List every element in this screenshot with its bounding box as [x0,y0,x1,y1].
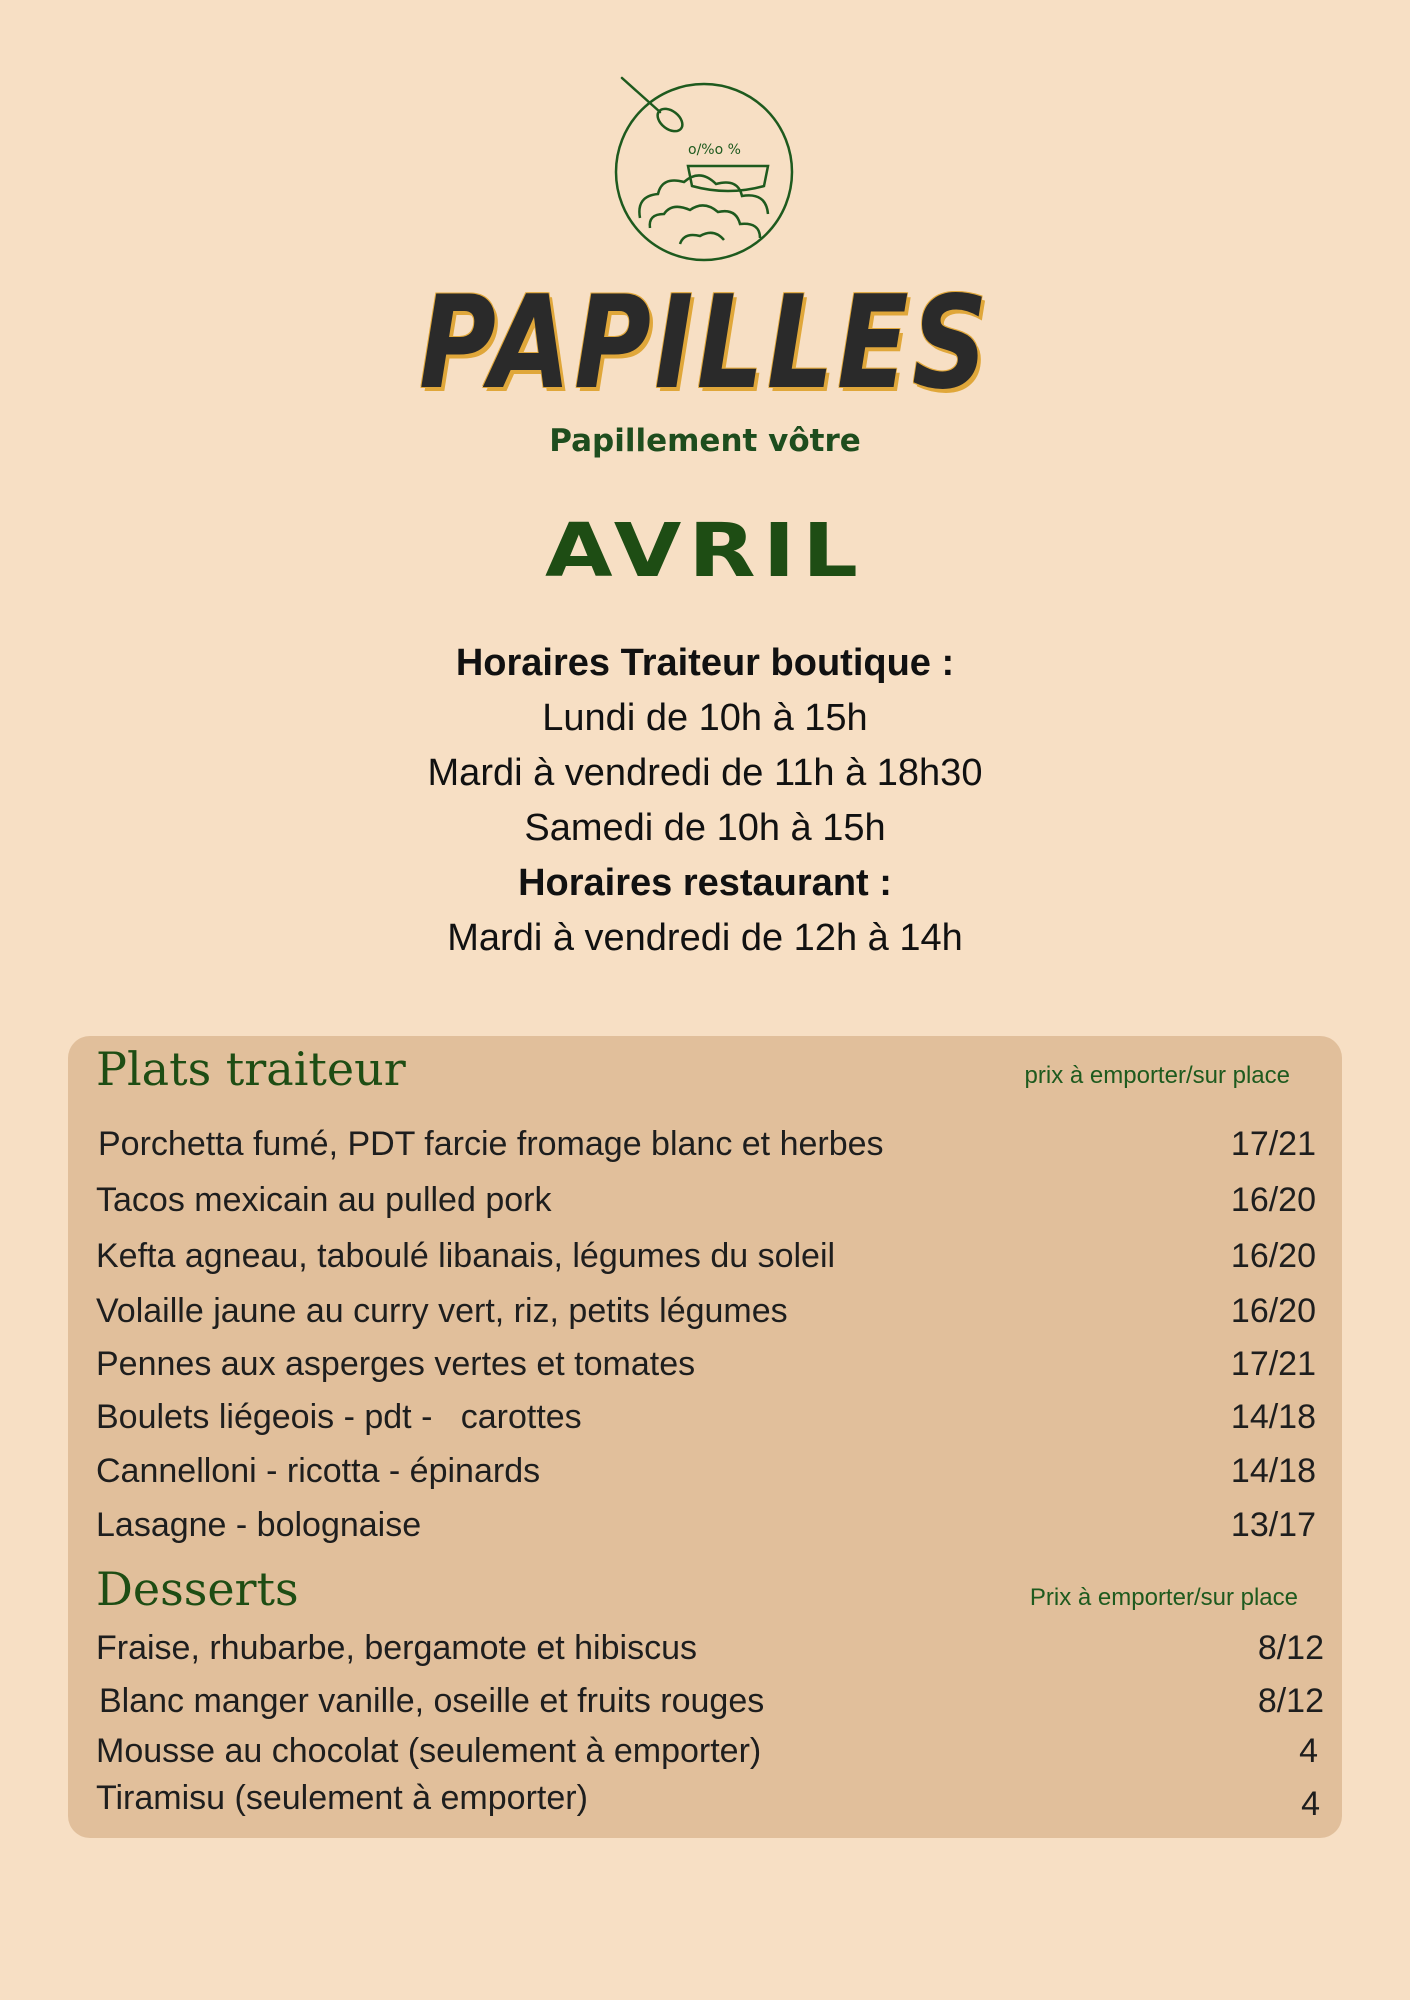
menu-item-name: Fraise, rhubarbe, bergamote et hibiscus [96,1629,697,1667]
restaurant-hours-line: Mardi à vendredi de 12h à 14h [447,917,963,959]
menu-item-name: Porchetta fumé, PDT farcie fromage blanc et herbes [98,1125,884,1163]
brand-wordmark: PAPILLES [419,269,991,418]
menu-item-name: Lasagne - bolognaise [96,1506,422,1544]
menu-item-name: Pennes aux asperges vertes et tomates [96,1345,696,1383]
boutique-hours-heading: Horaires Traiteur boutique : [455,642,955,684]
brand-tagline: Papillement vôtre [549,423,861,459]
menu-item-price: 4 [1299,1732,1318,1770]
desserts-price-note: Prix à emporter/sur place [1029,1584,1298,1611]
menu-item-price: 16/20 [1230,1292,1316,1330]
boutique-hours-line: Samedi de 10h à 15h [524,807,886,849]
menu-item-name: Cannelloni - ricotta - épinards [96,1452,541,1490]
menu-item-price: 14/18 [1230,1452,1316,1490]
menu-item-price: 16/20 [1230,1237,1316,1275]
menu-item-price: 8/12 [1257,1629,1324,1667]
menu-item-price: 8/12 [1257,1682,1324,1720]
svg-text:o/%o %: o/%o % [688,142,741,158]
menu-item-name: Tiramisu (seulement à emporter) [96,1779,588,1817]
desserts-section-title: Desserts [96,1562,299,1616]
plats-price-note: prix à emporter/sur place [1024,1062,1290,1089]
month-heading: AVRIL [544,508,866,594]
menu-item-name: Tacos mexicain au pulled pork [96,1181,552,1219]
menu-item-price: 4 [1301,1785,1320,1823]
restaurant-hours-heading: Horaires restaurant : [518,862,892,904]
menu-item-name: Blanc manger vanille, oseille et fruits rouges [99,1682,765,1720]
menu-item-price: 17/21 [1230,1125,1316,1163]
menu-item-price: 16/20 [1230,1181,1316,1219]
plats-section-title: Plats traiteur [96,1042,406,1096]
menu-card [68,1036,1342,1838]
boutique-hours-line: Lundi de 10h à 15h [542,697,868,739]
menu-item-price: 13/17 [1230,1506,1316,1544]
menu-item-name: Mousse au chocolat (seulement à emporter) [96,1732,762,1770]
opening-hours [0,636,1410,966]
soup-bowl-logo-icon [600,68,820,278]
menu-item-price: 17/21 [1230,1345,1316,1383]
menu-item-name: Volaille jaune au curry vert, riz, petits légumes [96,1292,788,1330]
boutique-hours-line: Mardi à vendredi de 11h à 18h30 [427,752,983,794]
menu-item-name: Boulets liégeois - pdt - carottes [96,1398,582,1436]
menu-item-name: Kefta agneau, taboulé libanais, légumes du soleil [96,1237,836,1275]
menu-item-price: 14/18 [1230,1398,1316,1436]
